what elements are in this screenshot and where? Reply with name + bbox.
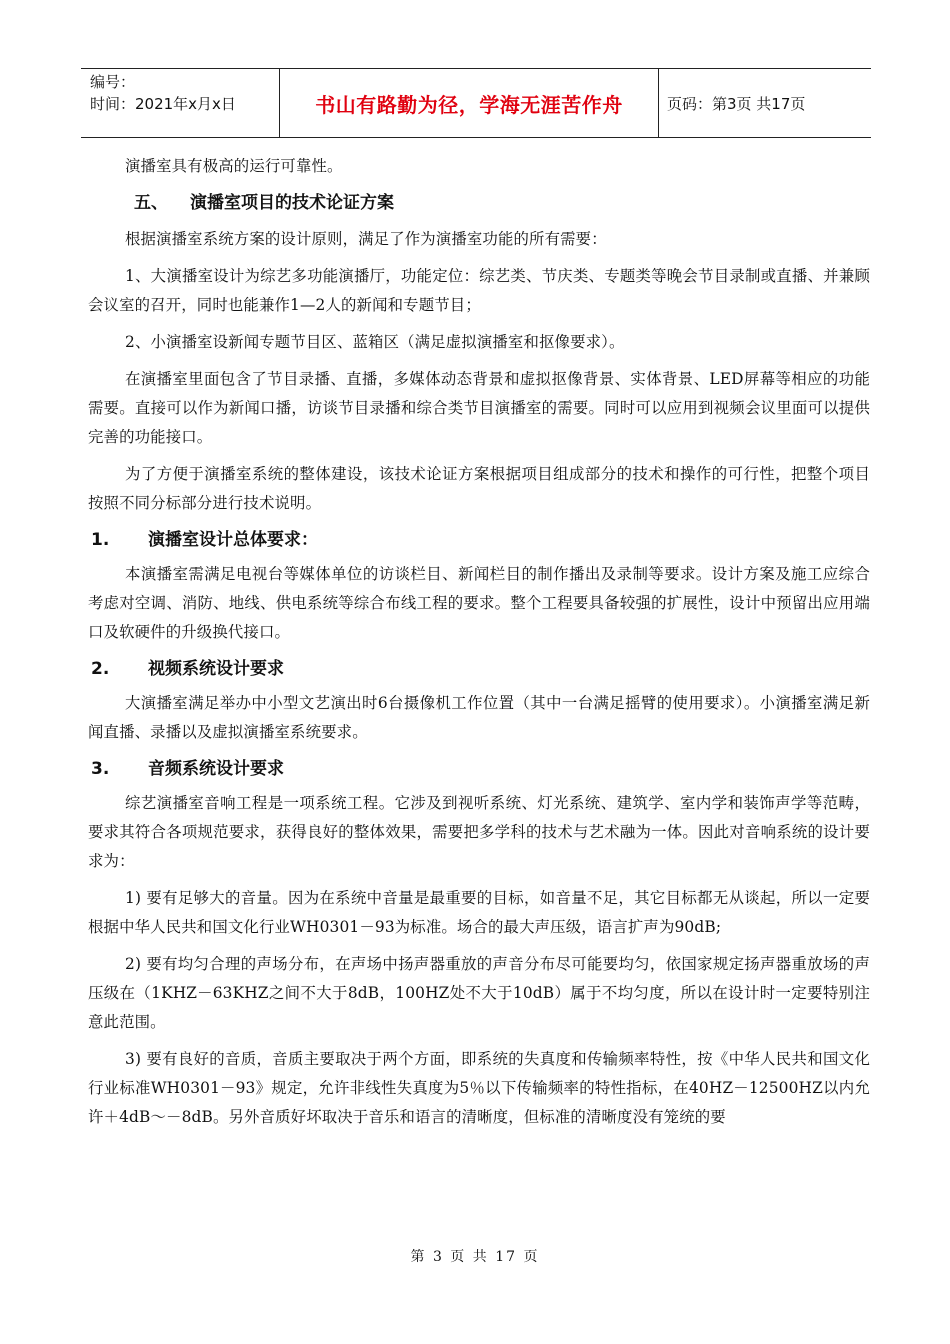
subsection-heading-1: [88, 526, 870, 554]
paragraph: 综艺演播室音响工程是一项系统工程。它涉及到视听系统、灯光系统、建筑学、室内学和装饰声学等范畴，要求其符合各项规范要求，获得良好的整体效果，需要把多学科的技术与艺术融为一体。因此对音响系统的设计要求为：: [88, 794, 870, 870]
paragraph: 为了方便于演播室系统的整体建设，该技术论证方案根据项目组成部分的技术和操作的可行性，把整个项目按照不同分标部分进行技术说明。: [88, 465, 870, 512]
subsection-title: 演播室设计总体要求：: [148, 530, 318, 550]
header-number-label: 编号：: [90, 73, 136, 91]
paragraph: 3) 要有良好的音质，音质主要取决于两个方面，即系统的失真度和传输频率特性，按《中华人民共和国文化行业标准WH0301－93》规定，允许非线性失真度为5％以下传输频率的特性指标，在40HZ－12500HZ以内允许＋4dB～－8dB。另外音质好坏取决于音乐和语言的清晰度，但标准的清晰度没有笼统的要: [88, 1050, 870, 1126]
subsection-title: 音频系统设计要求: [148, 759, 284, 779]
subsection-heading-3: [88, 755, 870, 783]
paragraph: 大演播室满足举办中小型文艺演出时6台摄像机工作位置（其中一台满足摇臂的使用要求）。小演播室满足新闻直播、录播以及虚拟演播室系统要求。: [88, 694, 870, 741]
header-meta: [81, 69, 279, 137]
paragraph: 2、小演播室设新闻专题节目区、蓝箱区（满足虚拟演播室和抠像要求）。: [125, 333, 625, 351]
document-body: [88, 152, 870, 1140]
paragraph: 在演播室里面包含了节目录播、直播，多媒体动态背景和虚拟抠像背景、实体背景、LED屏幕等相应的功能需要。直接可以作为新闻口播，访谈节目录播和综合类节目演播室的需要。同时可以应用到视频会议里面可以提供完善的功能接口。: [88, 370, 870, 446]
page-header: [81, 68, 871, 138]
header-motto: 书山有路勤为径，学海无涯苦作舟: [279, 69, 659, 137]
subsection-heading-2: [88, 655, 870, 683]
section-number: 五、: [134, 193, 168, 213]
section-heading-5: [88, 189, 870, 217]
header-page-info: 页码：第3页 共17页: [667, 94, 806, 113]
paragraph: 演播室具有极高的运行可靠性。: [125, 157, 343, 175]
paragraph: 2) 要有均匀合理的声场分布，在声场中扬声器重放的声音分布尽可能要均匀，依国家规定扬声器重放场的声压级在（1KHZ－63KHZ之间不大于8dB，100HZ处不大于10dB）属于不均匀度，所以在设计时一定要特别注意此范围。: [88, 955, 870, 1031]
subsection-number: 2.: [91, 659, 110, 679]
paragraph: 根据演播室系统方案的设计原则，满足了作为演播室功能的所有需要：: [125, 230, 607, 248]
subsection-number: 1.: [91, 530, 110, 550]
paragraph: 1、大演播室设计为综艺多功能演播厅，功能定位：综艺类、节庆类、专题类等晚会节目录制或直播、并兼顾会议室的召开，同时也能兼作1—2人的新闻和专题节目；: [88, 267, 870, 314]
page-footer: 第 3 页 共 17 页: [410, 1249, 540, 1265]
paragraph: 1) 要有足够大的音量。因为在系统中音量是最重要的目标，如音量不足，其它目标都无从谈起，所以一定要根据中华人民共和国文化行业WH0301－93为标准。场合的最大声压级，语言扩声为90dB;: [88, 889, 870, 936]
subsection-title: 视频系统设计要求: [148, 659, 284, 679]
section-title: 演播室项目的技术论证方案: [190, 193, 394, 213]
header-date-label: 时间：2021年x月x日: [90, 95, 236, 113]
subsection-number: 3.: [91, 759, 110, 779]
paragraph: 本演播室需满足电视台等媒体单位的访谈栏目、新闻栏目的制作播出及录制等要求。设计方案及施工应综合考虑对空调、消防、地线、供电系统等综合布线工程的要求。整个工程要具备较强的扩展性，设计中预留出应用端口及软硬件的升级换代接口。: [88, 565, 870, 641]
